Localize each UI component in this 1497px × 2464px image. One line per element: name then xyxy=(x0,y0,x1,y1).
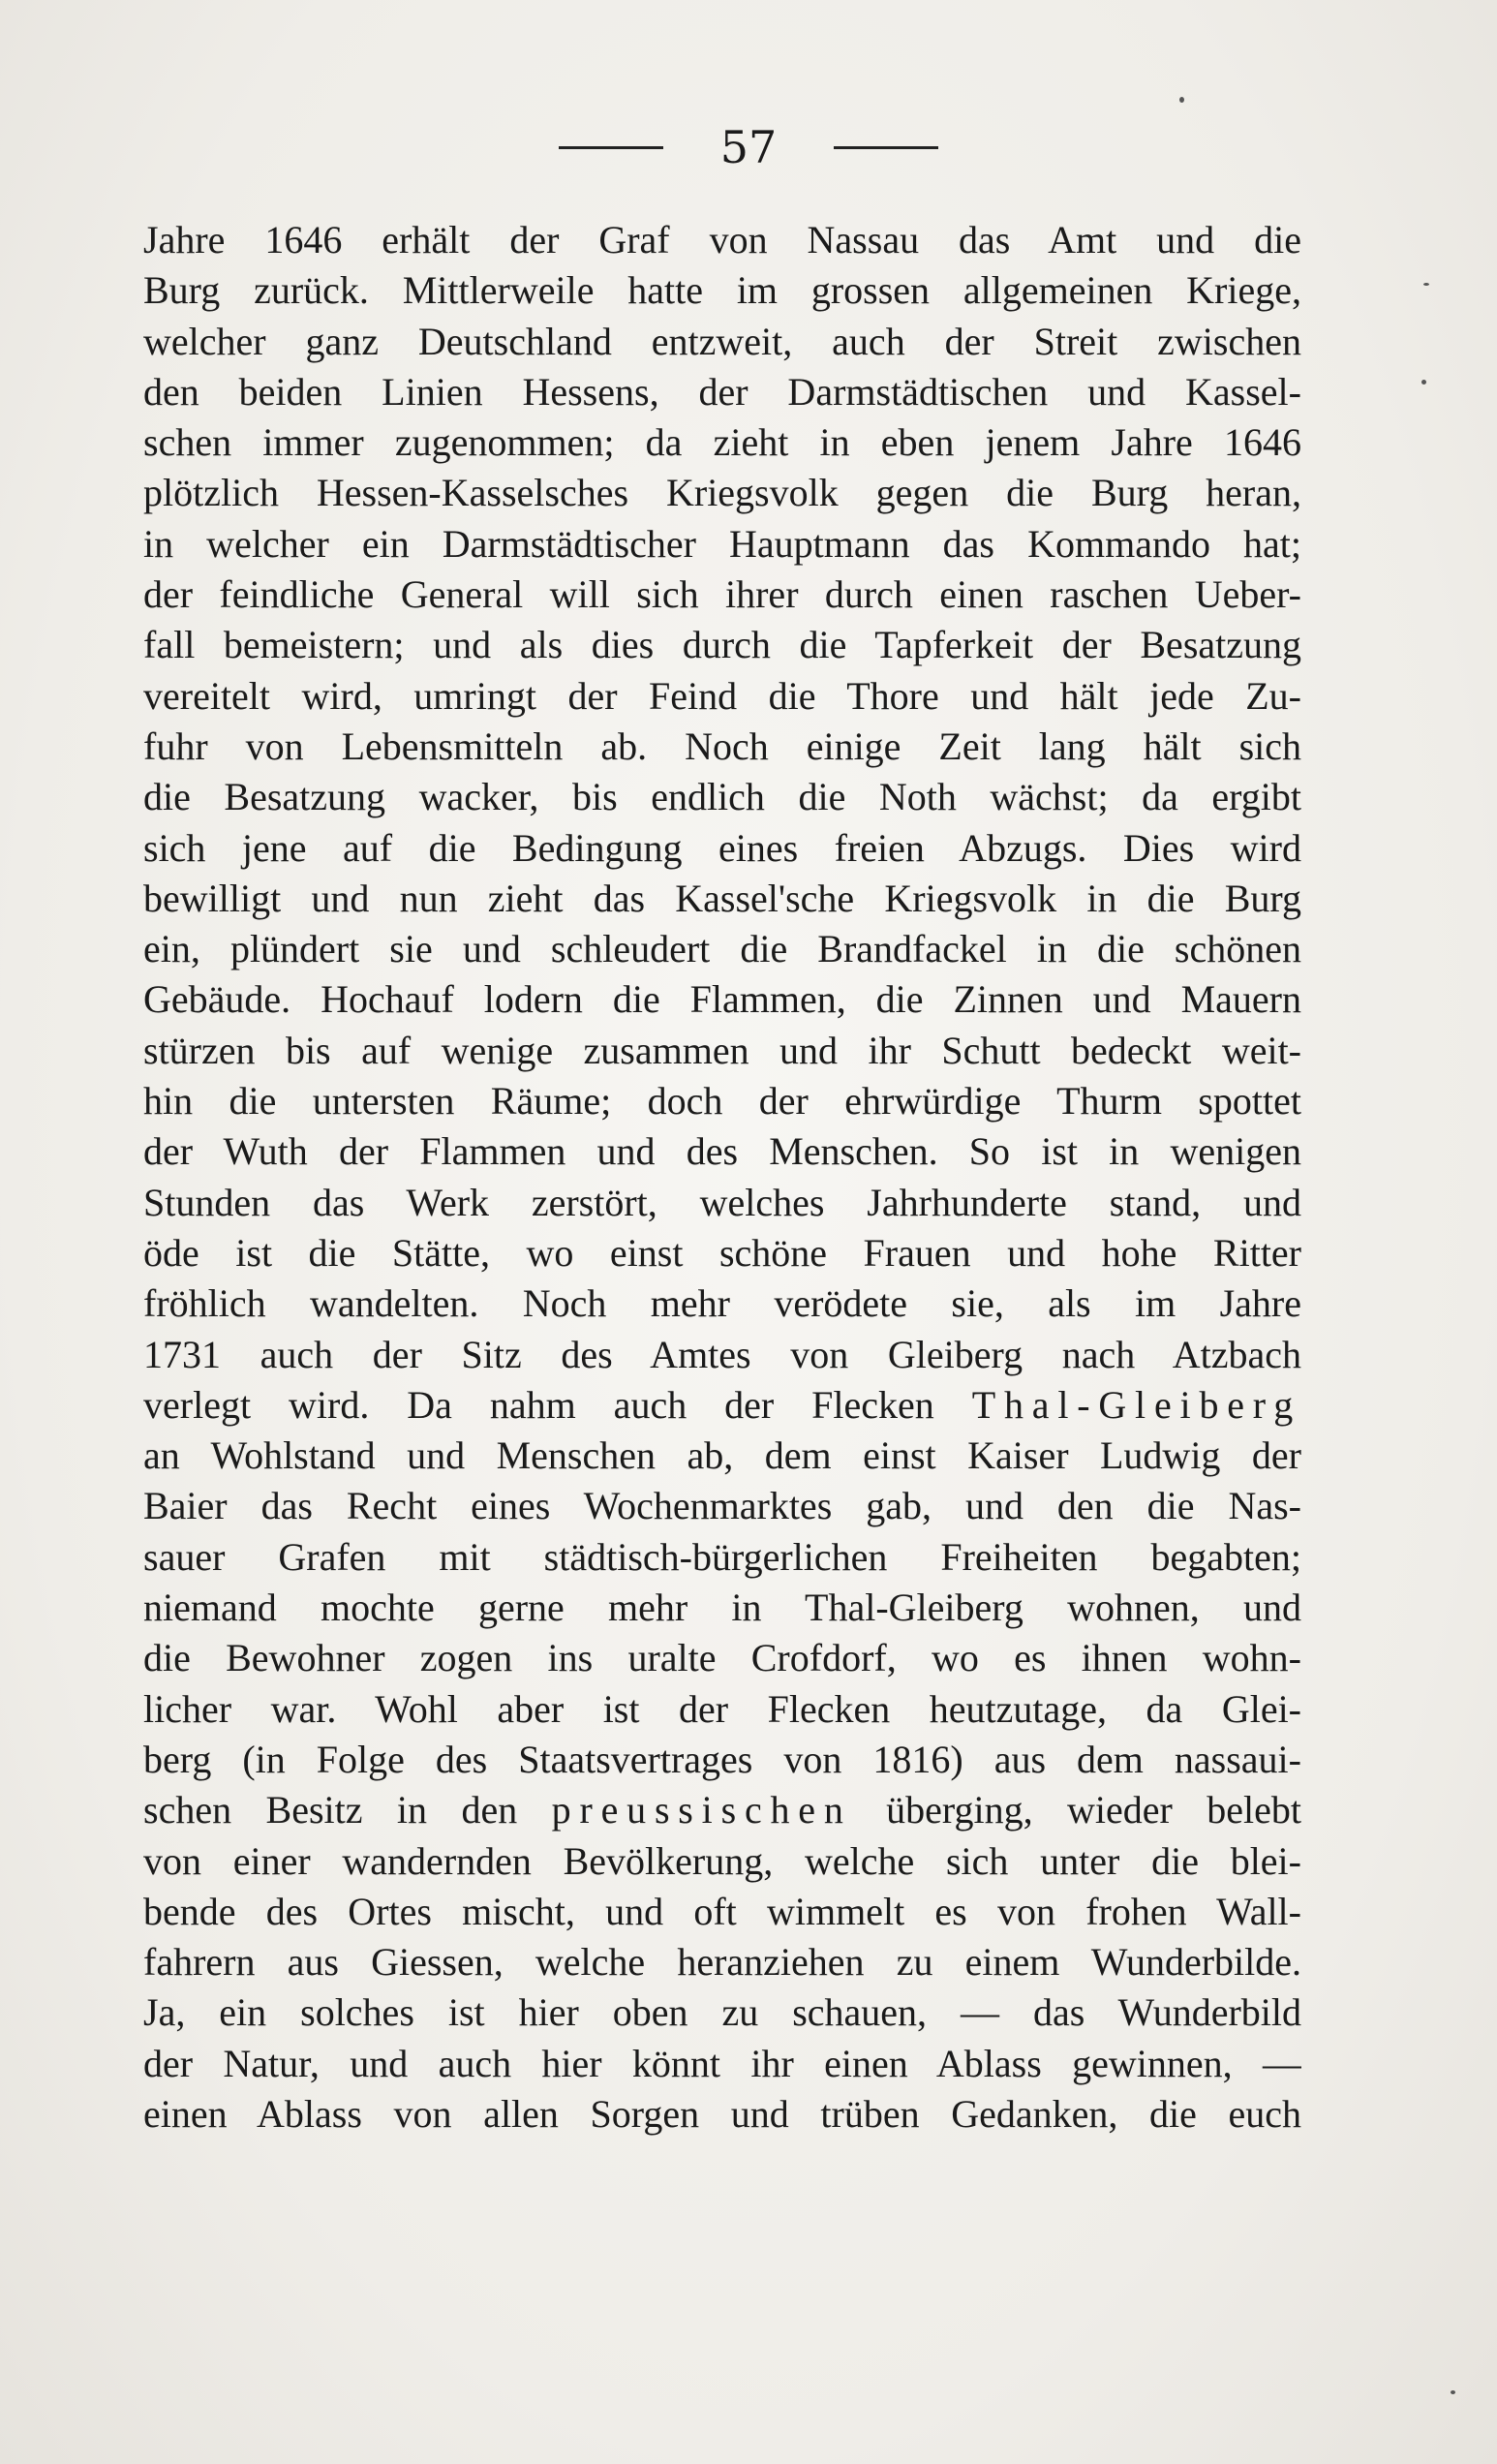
header-rule-right xyxy=(834,146,938,149)
text-line: 1731 auch der Sitz des Amtes von Gleiberg nach Atzbach xyxy=(143,1332,1301,1376)
header-rule-left xyxy=(559,146,663,149)
text-line: fuhr von Lebensmitteln ab. Noch einige Zeit lang hält sich xyxy=(143,724,1301,768)
body-text xyxy=(143,215,1301,2140)
paper-speck xyxy=(1451,2390,1455,2394)
text-line xyxy=(143,1380,1301,1431)
spaced-emphasis: preussischen xyxy=(551,1788,852,1833)
text-line xyxy=(143,1785,1301,1835)
page-number: 57 xyxy=(719,121,778,173)
text-line: sauer Grafen mit städtisch-bürgerlichen Freiheiten begabten; xyxy=(143,1534,1301,1579)
text-line: Jahre 1646 erhält der Graf von Nassau das Amt und die xyxy=(143,218,1301,262)
text-line: die Bewohner zogen ins uralte Crofdorf, wo es ihnen wohn- xyxy=(143,1636,1301,1680)
text-line: der Wuth der Flammen und des Menschen. So ist in wenigen xyxy=(143,1129,1301,1174)
text-line: die Besatzung wacker, bis endlich die Noth wächst; da ergibt xyxy=(143,775,1301,819)
text-line: fall bemeistern; und als dies durch die Tapferkeit der Besatzung xyxy=(143,623,1301,667)
text-line: fröhlich wandelten. Noch mehr verödete sie, als im Jahre xyxy=(143,1281,1301,1326)
text-line: Ja, ein solches ist hier oben zu schauen, — das Wunderbild xyxy=(143,1990,1301,2035)
spaced-emphasis: Thal-Gleiberg xyxy=(971,1382,1301,1427)
text-line: niemand mochte gerne mehr in Thal-Gleiberg wohnen, und xyxy=(143,1586,1301,1630)
text-line: schen immer zugenommen; da zieht in eben jenem Jahre 1646 xyxy=(143,420,1301,465)
paper-speck xyxy=(1179,97,1184,103)
text-line: Baier das Recht eines Wochenmarktes gab, und den die Nas- xyxy=(143,1484,1301,1528)
text-segment: überging, wieder belebt xyxy=(851,1788,1301,1833)
text-line: der feindliche General will sich ihrer durch einen raschen Ueber- xyxy=(143,572,1301,617)
paper-speck xyxy=(1421,380,1426,385)
text-line: welcher ganz Deutschland entzweit, auch der Streit zwischen xyxy=(143,319,1301,363)
text-line: Gebäude. Hochauf lodern die Flammen, die Zinnen und Mauern xyxy=(143,977,1301,1022)
text-line: Burg zurück. Mittlerweile hatte im grossen allgemeinen Kriege, xyxy=(143,268,1301,313)
paper-speck xyxy=(1423,283,1429,286)
text-line: einen Ablass von allen Sorgen und trüben Gedanken, die euch xyxy=(143,2091,1301,2136)
text-line: bende des Ortes mischt, und oft wimmelt es von frohen Wall- xyxy=(143,1889,1301,1933)
text-line: berg (in Folge des Staatsvertrages von 1816) aus dem nassaui- xyxy=(143,1737,1301,1781)
text-line: öde ist die Stätte, wo einst schöne Frauen und hohe Ritter xyxy=(143,1230,1301,1275)
text-line: licher war. Wohl aber ist der Flecken heutzutage, da Glei- xyxy=(143,1686,1301,1731)
text-line: plötzlich Hessen-Kasselsches Kriegsvolk gegen die Burg heran, xyxy=(143,471,1301,515)
text-line: sich jene auf die Bedingung eines freien Abzugs. Dies wird xyxy=(143,825,1301,870)
text-line: von einer wandernden Bevölkerung, welche sich unter die blei- xyxy=(143,1838,1301,1883)
text-line: an Wohlstand und Menschen ab, dem einst Kaiser Ludwig der xyxy=(143,1433,1301,1478)
text-line: Stunden das Werk zerstört, welches Jahrhunderte stand, und xyxy=(143,1180,1301,1224)
text-line: hin die untersten Räume; doch der ehrwürdige Thurm spottet xyxy=(143,1079,1301,1124)
text-line: fahrern aus Giessen, welche heranziehen zu einem Wunderbilde. xyxy=(143,1940,1301,1985)
text-line: in welcher ein Darmstädtischer Hauptmann das Kommando hat; xyxy=(143,521,1301,566)
text-line: den beiden Linien Hessens, der Darmstädtischen und Kassel- xyxy=(143,369,1301,414)
page-header xyxy=(0,114,1497,176)
text-line: ein, plündert sie und schleudert die Brandfackel in die schönen xyxy=(143,927,1301,971)
text-line: vereitelt wird, umringt der Feind die Thore und hält jede Zu- xyxy=(143,673,1301,718)
text-line: bewilligt und nun zieht das Kassel'sche Kriegsvolk in die Burg xyxy=(143,876,1301,920)
text-line: der Natur, und auch hier könnt ihr einen Ablass gewinnen, — xyxy=(143,2041,1301,2085)
text-segment: schen Besitz in den xyxy=(143,1788,552,1833)
text-segment: verlegt wird. Da nahm auch der Flecken xyxy=(143,1382,972,1427)
text-line: stürzen bis auf wenige zusammen und ihr Schutt bedeckt weit- xyxy=(143,1028,1301,1072)
